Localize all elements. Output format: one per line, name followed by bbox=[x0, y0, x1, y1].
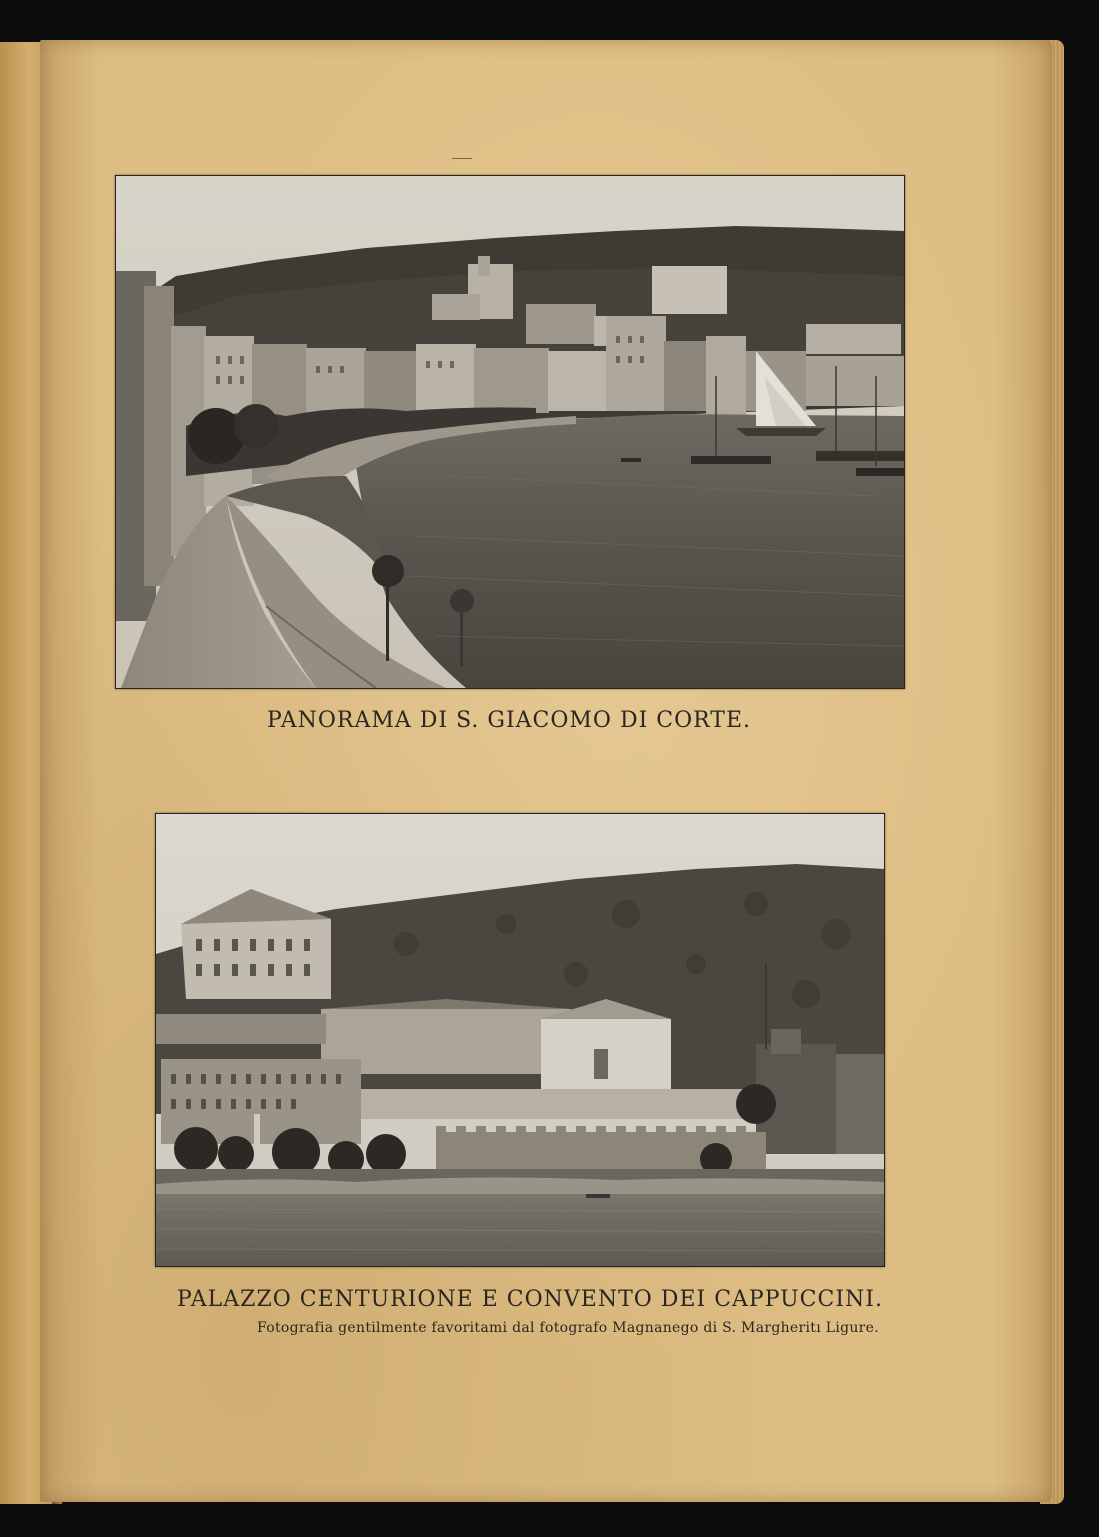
photo-harbour-panorama bbox=[115, 175, 905, 689]
photo-palazzo-convent bbox=[155, 813, 885, 1267]
caption-panorama: PANORAMA DI S. GIACOMO DI CORTE. bbox=[266, 708, 752, 733]
photo-credit: Fotografia gentilmente favoritami dal fotografo Magnanego di S. Margheritı Ligure. bbox=[256, 1320, 880, 1336]
caption-palazzo: PALAZZO CENTURIONE E CONVENTO DEI CAPPUCCINI. bbox=[177, 1287, 883, 1312]
page-mark bbox=[452, 158, 472, 159]
